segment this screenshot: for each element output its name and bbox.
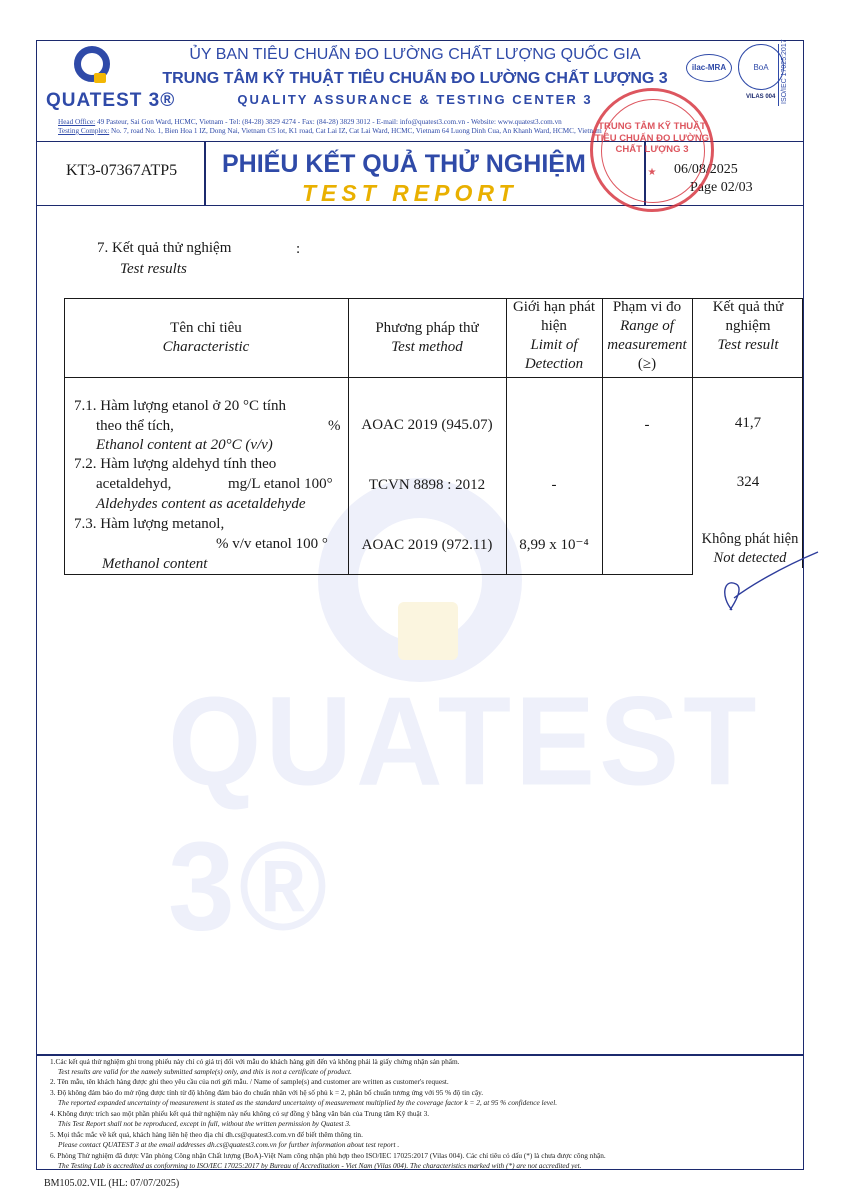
org-en-line: QUALITY ASSURANCE & TESTING CENTER 3 xyxy=(237,92,593,107)
report-date: 06/08/2025 xyxy=(674,162,738,177)
section-title-en: Test results xyxy=(120,261,187,277)
row-7-3-line-1: 7.3. Hàm lượng metanol, xyxy=(74,516,225,532)
row-7-1-line-1: 7.1. Hàm lượng etanol ở 20 °C tính xyxy=(74,398,287,414)
official-seal-icon: TRUNG TÂM KỸ THUẬT TIÊU CHUẨN ĐO LƯỜNG CHẤT LƯỢNG 3 ★ xyxy=(590,88,714,212)
footnote-6: 6. Phòng Thử nghiệm đã được Văn phòng Công nhận Chất lượng (BoA)-Việt Nam công nhận phù hợp theo ISO/IEC 17025:2017 (Vilas 004). Các chỉ tiêu có dấu (*) là chưa được công nhận. xyxy=(50,1151,606,1160)
row-7-3-method: AOAC 2019 (972.11) xyxy=(361,537,493,553)
row-7-2-en: Aldehydes content as acetaldehyde xyxy=(96,496,306,512)
page-frame xyxy=(36,40,804,1170)
row-7-1-unit: % xyxy=(328,418,341,434)
ilac-mra-badge-icon: ilac-MRA xyxy=(686,54,732,82)
header-characteristic: Tên chỉ tiêu Characteristic xyxy=(162,320,250,355)
row-7-3-unit: % v/v etanol 100 ° xyxy=(216,536,328,552)
row-7-3-lod: 8,99 x 10⁻⁴ xyxy=(519,537,589,553)
header-range: Phạm vi đo Range of measurement (≥) xyxy=(607,299,687,372)
footnote-5-en: Please contact QUATEST 3 at the email addresses dh.cs@quatest3.com.vn for further information about test report . xyxy=(58,1140,400,1149)
quatest-logo-icon xyxy=(74,46,110,82)
row-7-2-method: TCVN 8898 : 2012 xyxy=(368,477,486,493)
row-7-2-line-2: acetaldehyd, xyxy=(96,476,172,492)
footnote-4: 4. Không được trích sao một phần phiếu kết quả thử nghiệm này nếu không có sự đồng ý bằng văn bản của Trung tâm Kỹ thuật 3. xyxy=(50,1109,430,1118)
org-vn-line-1: ỦY BAN TIÊU CHUẨN ĐO LƯỜNG CHẤT LƯỢNG QUỐC GIA xyxy=(189,46,641,63)
row-7-1-result: 41,7 xyxy=(734,415,762,431)
footnote-4-en: This Test Report shall not be reproduced, except in full, without the written permission by Quatest 3. xyxy=(58,1119,351,1128)
vilas-label: VILAS 004 xyxy=(746,94,776,100)
page-number: Page 02/03 xyxy=(690,180,753,195)
row-7-2-unit: mg/L etanol 100° xyxy=(228,476,333,492)
report-number: KT3-07367ATP5 xyxy=(66,162,178,179)
footnote-2: 2. Tên mẫu, tên khách hàng được ghi theo yêu cầu của nơi gửi mẫu. / Name of sample(s) and customer are written as customer's request. xyxy=(50,1077,449,1086)
row-7-2-result: 324 xyxy=(736,474,760,490)
logo-text: QUATEST 3® xyxy=(46,90,176,111)
title-vn: PHIẾU KẾT QUẢ THỬ NGHIỆM xyxy=(222,150,586,178)
footnote-3-en: The reported expanded uncertainty of measurement is stated as the standard uncertainty of measurement multiplied by the coverage factor k = 2, at 95 % confidence level. xyxy=(58,1098,558,1107)
footnote-3: 3. Độ không đảm bảo đo mở rộng được tính từ độ không đảm bảo đo chuẩn nhân với hệ số phủ k = 2, phân bố chuẩn tương ứng với 95 % độ tin cậy. xyxy=(50,1088,484,1097)
header-method: Phương pháp thử Test method xyxy=(375,320,479,355)
footnote-5: 5. Mọi thắc mắc về kết quả, khách hàng liên hệ theo địa chỉ dh.cs@quatest3.com.vn để biết thêm thông tin. xyxy=(50,1130,363,1139)
row-7-3-result: Không phát hiện Not detected xyxy=(701,531,799,566)
section-colon: : xyxy=(296,241,301,257)
footnote-1-en: Test results are valid for the namely submitted sample(s) only, and this is not a certificate of product. xyxy=(58,1067,352,1076)
head-office-address: Head Office: 49 Pasteur, Sai Gon Ward, HCMC, Vietnam - Tel: (84-28) 3829 4274 - Fax: (84-28) 3829 3012 - E-mail: info@quatest3.com.vn - Website: www.quatest3.com.vn xyxy=(58,118,562,126)
org-vn-line-2: TRUNG TÂM KỸ THUẬT TIÊU CHUẨN ĐO LƯỜNG CHẤT LƯỢNG 3 xyxy=(162,70,668,87)
watermark-text: QUATEST 3® xyxy=(168,671,761,957)
row-7-1-en: Ethanol content at 20°C (v/v) xyxy=(96,437,273,453)
title-en: TEST REPORT xyxy=(302,180,518,206)
row-7-2-line-1: 7.2. Hàm lượng aldehyd tính theo xyxy=(74,456,277,472)
form-code: BM105.02.VIL (HL: 07/07/2025) xyxy=(44,1178,180,1189)
row-7-1-method: AOAC 2019 (945.07) xyxy=(361,417,493,433)
footnote-6-en: The Testing Lab is accredited as conforming to ISO/IEC 17025:2017 by Bureau of Accreditation - Viet Nam (Vilas 004). The characteristics marked with (*) are not accredited yet. xyxy=(58,1161,582,1170)
boa-badge-icon: BoA xyxy=(738,44,784,90)
row-7-1-line-2: theo thể tích, xyxy=(96,418,174,434)
header-lod: Giới hạn phát hiện Limit of Detection xyxy=(512,299,596,372)
header-result: Kết quả thử nghiệm Test result xyxy=(712,299,784,353)
footnote-1: 1.Các kết quả thử nghiệm ghi trong phiếu này chỉ có giá trị đối với mẫu do khách hàng gửi đến và không phải là giấy chứng nhận sản phẩm. xyxy=(50,1057,460,1066)
row-7-3-en: Methanol content xyxy=(102,556,208,572)
footer-separator xyxy=(36,1054,804,1056)
section-title-vn: 7. Kết quả thử nghiệm xyxy=(97,240,232,256)
testing-complex-address: Testing Complex: No. 7, road No. 1, Bien Hoa 1 IZ, Dong Nai, Vietnam C5 lot, K1 road, Cat Lai IZ, Cat Lai Ward, HCMC, Vietnam 64 Luong Dinh Cua, An Khanh Ward, HCMC, Vietnam xyxy=(58,127,602,135)
iso-sidebar: ISO/IEC 17025:2017 xyxy=(778,44,800,106)
signature-icon xyxy=(690,548,820,614)
row-7-1-range: - xyxy=(644,417,650,433)
row-7-2-lod: - xyxy=(551,477,557,493)
